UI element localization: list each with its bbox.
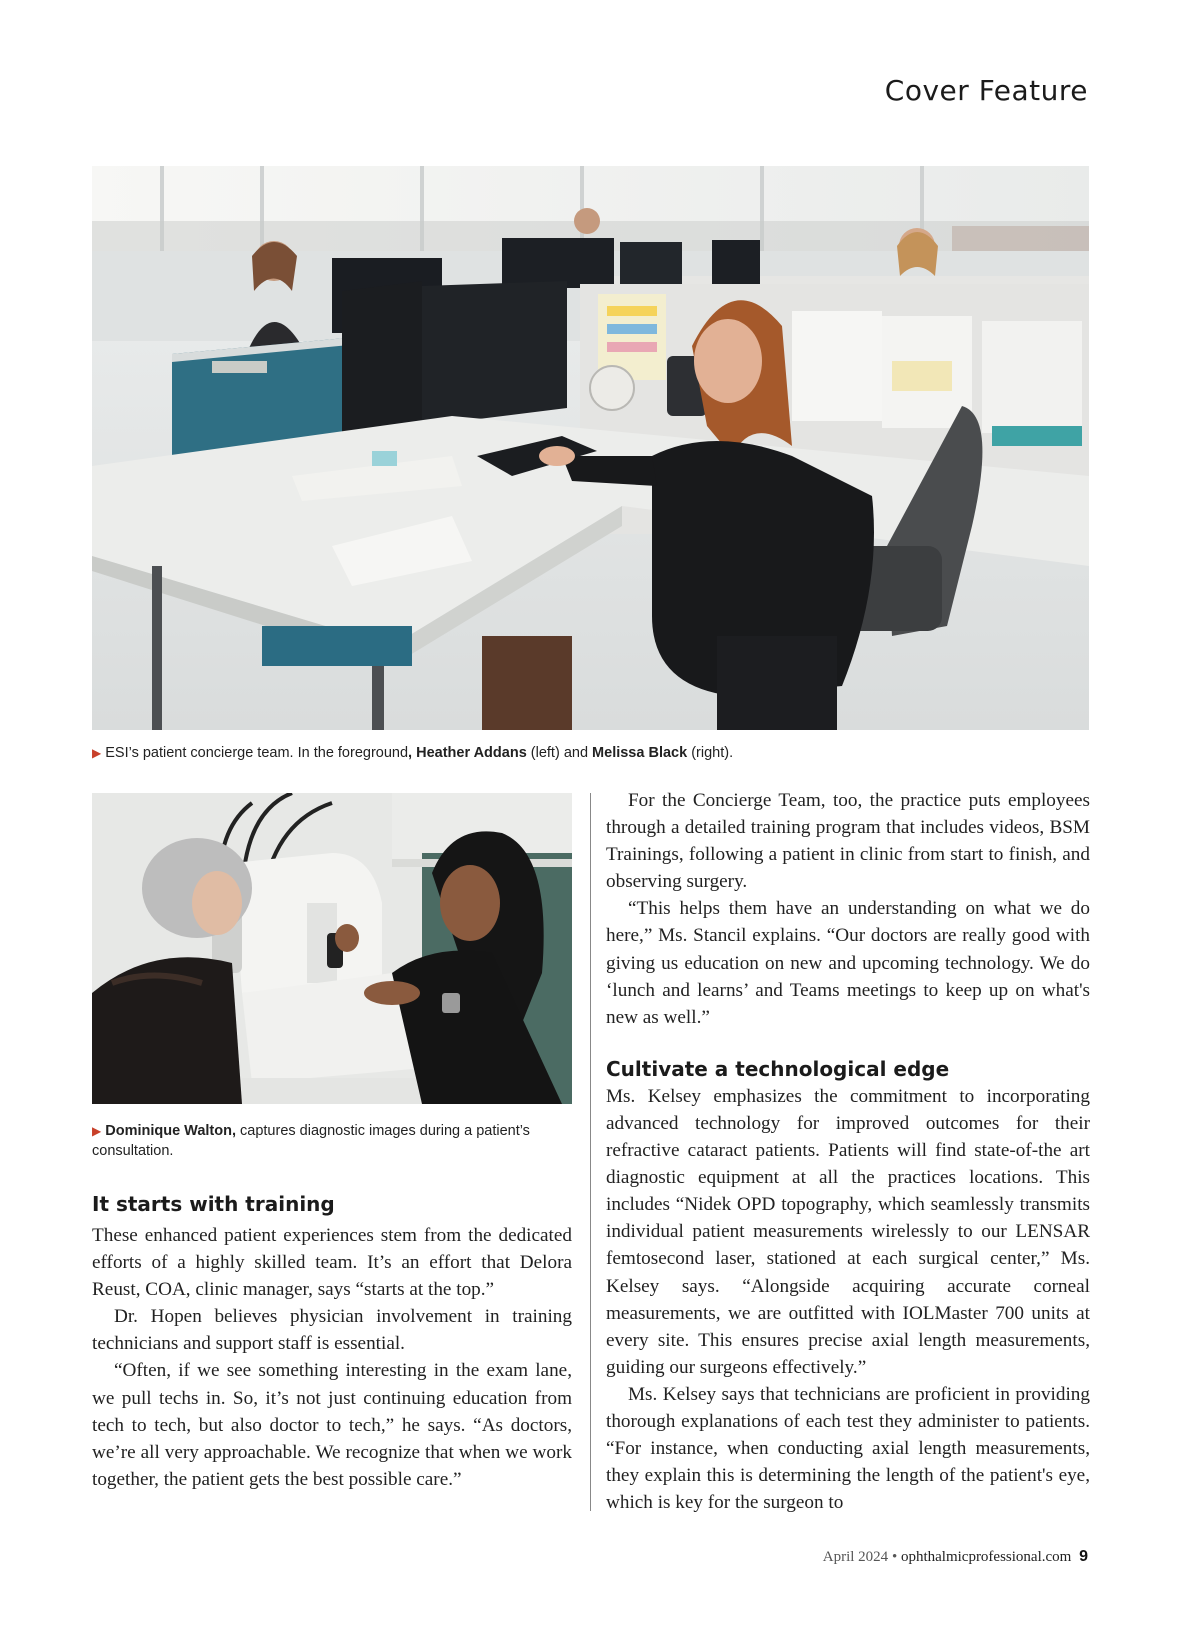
body-paragraph: For the Concierge Team, too, the practice puts employees through a detailed training program that includes videos, BSM Trainings, following a patient in clinic from start to finish, and observing surgery. <box>606 790 1090 893</box>
caption-name: , Heather Addans <box>408 745 527 761</box>
section-title: Cover Feature <box>884 74 1088 107</box>
column-rule <box>590 793 591 1511</box>
page-footer <box>823 1548 1088 1566</box>
caption-arrow-icon: ▶ <box>92 1124 102 1138</box>
body-paragraph: “Often, if we see something interesting in the exam lane, we pull techs in. So, it’s not just continuing education from tech to tech, but also doctor to tech,” he says. “As doctors, we’re all very approachable. We recognize that when we work together, the patient gets the best possible care.” <box>92 1360 572 1490</box>
caption-name: Dominique Walton, <box>105 1123 236 1139</box>
page-number: 9 <box>1079 1548 1088 1565</box>
website-link[interactable]: ophthalmicprofessional.com <box>900 1549 1072 1565</box>
caption-name: Melissa Black <box>592 745 688 761</box>
footer-separator: • <box>891 1549 898 1565</box>
left-column <box>92 1222 572 1493</box>
body-paragraph: Dr. Hopen believes physician involvement in training technicians and support staff is essential. <box>92 1306 572 1355</box>
main-photo-caption: ▶ ESI’s patient concierge team. In the foreground, Heather Addans (left) and Melissa Black (right). <box>92 745 734 761</box>
body-paragraph: These enhanced patient experiences stem from the dedicated efforts of a highly skilled team. It’s an effort that Delora Reust, COA, clinic manager, says “starts at the top.” <box>92 1225 572 1301</box>
body-paragraph: Ms. Kelsey emphasizes the commitment to incorporating advanced technology for improved outcomes for their refractive cataract patients. Patients will find state-of-the art diagnostic equipment at all the practices locations. This includes “Nidek OPD topography, which seamlessly transmits individual patient measurements wirelessly to our LENSAR femtosecond laser, stationed at each surgical center,” Ms. Kelsey says. “Alongside acquiring accurate corneal measurements, we are outfitted with IOLMaster 700 units at every site. This ensures precise axial length measurements, guiding our surgeons effectively.” <box>606 1085 1090 1378</box>
second-photo-caption: ▶ Dominique Walton, captures diagnostic images during a patient’s consultation. <box>92 1123 530 1159</box>
heading-training: It starts with training <box>92 1192 335 1216</box>
heading-technology: Cultivate a technological edge <box>606 1056 950 1081</box>
body-paragraph: “This helps them have an understanding on what we do here,” Ms. Stancil explains. “Our doctors are really good with giving us education on new and upcoming technology. We do ‘lunch and learns’ and Teams meetings to keep up on what's new as well.” <box>606 898 1090 1028</box>
issue-date: April 2024 <box>822 1549 889 1565</box>
right-column <box>606 787 1090 1516</box>
caption-arrow-icon: ▶ <box>92 746 102 760</box>
concierge-team-photo <box>92 166 1089 730</box>
diagnostic-imaging-photo <box>92 793 572 1104</box>
body-paragraph: Ms. Kelsey says that technicians are proficient in providing thorough explanations of each test they administer to patients. “For instance, when conducting axial length measurements, they explain this is determining the length of the patient's eye, which is key for the surgeon to <box>606 1383 1090 1514</box>
